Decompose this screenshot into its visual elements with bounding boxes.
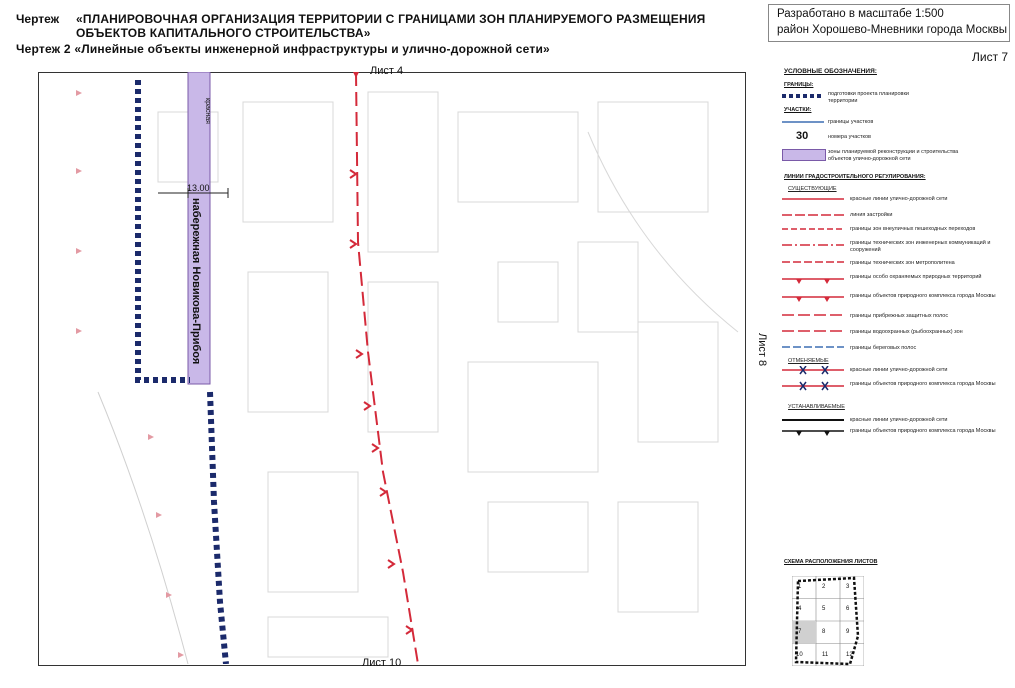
legend-plots-heading: УЧАСТКИ:	[784, 107, 812, 113]
legend-plot-line	[782, 120, 824, 124]
scale-stamp	[768, 4, 1010, 42]
street-name: набережная Новикова-Прибоя	[190, 198, 202, 365]
scheme-cell-6: 6	[846, 606, 850, 612]
map-canvas	[38, 72, 744, 664]
legend-existing-0: красные линии улично-дорожной сети	[850, 196, 948, 202]
district-text: район Хорошево-Мневники города Москвы	[777, 24, 1008, 36]
legend-title: УСЛОВНЫЕ ОБОЗНАЧЕНИЯ:	[784, 68, 877, 75]
legend-plot-borders: границы участков	[828, 119, 874, 125]
scheme-cell-11: 11	[822, 652, 829, 658]
sheet-scheme	[792, 576, 864, 666]
legend-boundary-sample	[782, 92, 824, 100]
road-edge	[98, 392, 188, 664]
scheme-cell-7: 7	[798, 629, 802, 635]
legend-existing-2: границы зон внеуличных пешеходных переходов	[850, 226, 976, 232]
scheme-cell-5: 5	[822, 606, 826, 612]
legend-cancelled-symbols	[782, 366, 844, 392]
legend-existing-8: границы водоохранных (рыбоохранных) зон	[850, 329, 963, 335]
legend-cancelled-1: границы объектов природного комплекса города Москвы	[850, 381, 996, 387]
legend-zone-text: зоны планируемой реконструкции и строительства объектов улично-дорожной сети	[828, 149, 959, 162]
legend-existing-6: границы объектов природного комплекса города Москвы	[850, 293, 996, 299]
scheme-heading: СХЕМА РАСПОЛОЖЕНИЯ ЛИСТОВ	[784, 559, 878, 565]
drawing-title-line2: ОБЪЕКТОВ КАПИТАЛЬНОГО СТРОИТЕЛЬСТВА»	[76, 26, 371, 40]
zone-red-label: красная	[204, 98, 211, 124]
legend-cancelled: ОТМЕНЯЕМЫЕ	[788, 358, 829, 364]
scheme-cell-8: 8	[822, 629, 826, 635]
legend-existing-4: границы технических зон метрополитена	[850, 260, 955, 266]
sheet-ref-top: Лист 4	[370, 65, 404, 77]
legend-existing-9: границы береговых полос	[850, 345, 917, 351]
legend-established-1: границы объектов природного комплекса города Москвы	[850, 428, 996, 434]
scheme-cell-9: 9	[846, 629, 850, 635]
legend-existing-7: границы прибрежных защитных полос	[850, 313, 949, 319]
drawing-title-line1: «ПЛАНИРОВОЧНАЯ ОРГАНИЗАЦИЯ ТЕРРИТОРИИ С ГРАНИЦАМИ ЗОН ПЛАНИРУЕМОГО РАЗМЕЩЕНИЯ	[76, 12, 706, 26]
legend-border-project: подготовки проекта планировки территории	[828, 91, 909, 104]
drawing-subtitle: Чертеж 2 «Линейные объекты инженерной инфраструктуры и улично-дорожной сети»	[16, 42, 550, 56]
sheet-ref-right: Лист 8	[756, 333, 768, 367]
scheme-cell-3: 3	[846, 584, 850, 590]
legend-existing-3: границы технических зон инженерных коммуникаций и сооружений	[850, 240, 991, 253]
project-boundary-south	[210, 392, 226, 664]
scheme-cell-4: 4	[798, 606, 802, 612]
legend-panel	[770, 62, 1008, 674]
legend-cancelled-0: красные линии улично-дорожной сети	[850, 367, 948, 373]
building-outlines	[158, 92, 718, 657]
legend-existing: СУЩЕСТВУЮЩИЕ	[788, 186, 837, 192]
sheet-number: Лист 7	[972, 50, 1009, 64]
legend-plot-numbers: номера участков	[828, 134, 871, 140]
road-edge-2	[588, 132, 738, 332]
sheet-ref-bottom: Лист 10	[362, 657, 402, 669]
legend-existing-symbols	[782, 195, 844, 355]
legend-lines-heading: ЛИНИИ ГРАДОСТРОИТЕЛЬНОГО РЕГУЛИРОВАНИЯ:	[784, 174, 926, 180]
faint-red-markers	[76, 90, 184, 658]
legend-borders-heading: ГРАНИЦЫ:	[784, 82, 814, 88]
legend-established-symbols	[782, 416, 844, 436]
legend-established: УСТАНАВЛИВАЕМЫЕ	[788, 404, 845, 410]
scale-text: Разработано в масштабе 1:500	[777, 8, 944, 20]
project-boundary	[138, 80, 190, 380]
width-label: 13.00	[187, 183, 210, 193]
legend-existing-1: линия застройки	[850, 212, 893, 218]
red-tick-top	[352, 72, 360, 78]
red-line	[356, 72, 418, 664]
red-line-markers	[350, 170, 412, 634]
scheme-cell-12: 12	[846, 652, 853, 658]
scheme-cell-1: 1	[798, 584, 802, 590]
scheme-cell-2: 2	[822, 584, 826, 590]
legend-plot-number-sample: 30	[796, 130, 809, 142]
legend-established-0: красные линии улично-дорожной сети	[850, 417, 948, 423]
scheme-cell-10: 10	[796, 652, 803, 658]
legend-existing-5: границы особо охраняемых природных территорий	[850, 274, 982, 280]
legend-zone-swatch	[782, 149, 826, 161]
drawing-label: Чертеж	[16, 12, 60, 26]
